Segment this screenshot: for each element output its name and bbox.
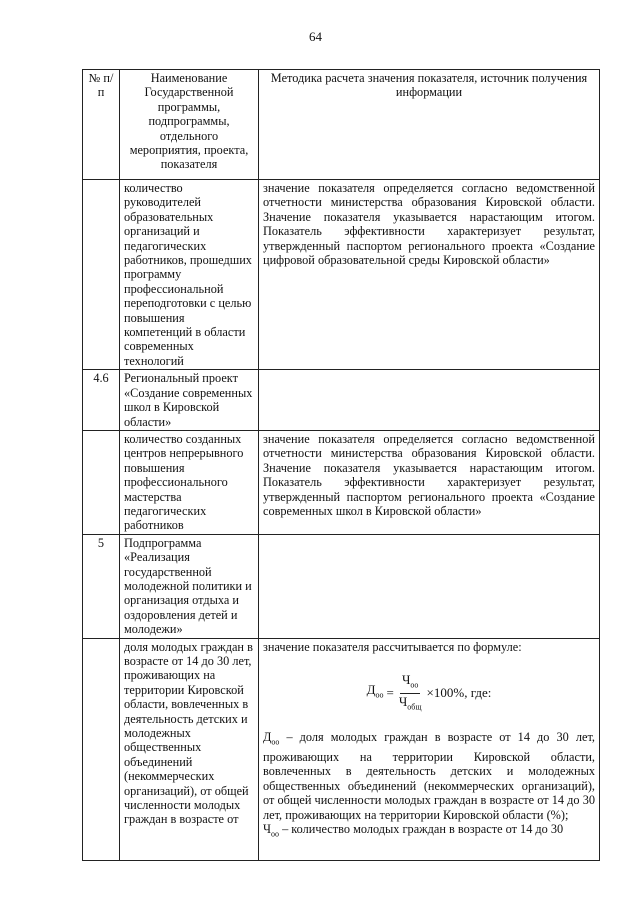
- header-method: Методика расчета значения показателя, источник получения информации: [259, 70, 600, 180]
- formula-fraction: [397, 672, 424, 714]
- definition-2: $Ч_{оо}$ – количество молодых граждан в возрасте от 14 до 30: [263, 822, 564, 839]
- row-method: [259, 534, 600, 638]
- row-name: количество созданных центров непрерывного повышения профессионального мастерства педагогических работников: [120, 430, 259, 534]
- table-header-row: [83, 70, 600, 180]
- indicator-table: [82, 69, 600, 861]
- row-number: [83, 430, 120, 534]
- row-method: [259, 370, 600, 431]
- page-number: 64: [309, 29, 322, 44]
- header-number: № п/п: [83, 70, 120, 180]
- row-name: доля молодых граждан в возрасте от 14 до 30 лет, проживающих на территории Кировской области, вовлеченных в деятельность детских и молодежных общественных объединений (некоммерческих организаций), от общей численности молодых граждан в возрасте от: [120, 638, 259, 860]
- formula-rhs: ×100%, где:: [426, 684, 492, 700]
- row-method: значение показателя определяется согласно ведомственной отчетности министерства образования Кировской области. Значение показателя указывается нарастающим итогом. Показатель эффективности характеризует результат, утвержденный паспортом регионального проекта «Создание современных школ в Кировской области»: [259, 430, 600, 534]
- row-name: Подпрограмма «Реализация государственной молодежной политики и организация отдыха и оздоровления детей и молодежи»: [120, 534, 259, 638]
- row-number: 5: [83, 534, 120, 638]
- formula-numerator: $Ч_{оо}$: [400, 672, 420, 694]
- row-method: [259, 638, 600, 860]
- definition-1: $Д_{оо}$ – доля молодых граждан в возрасте от 14 до 30 лет, проживающих на территории Кировской области, вовлеченных в деятельность детских и молодежных общественных объединений (некоммерческих организаций), от общей численности молодых граждан в возрасте от 14 до 30 лет, проживающих на территории Кировской области (%);: [263, 730, 595, 822]
- table-row: [83, 370, 600, 431]
- row-name: количество руководителей образовательных организаций и педагогических работников, прошедших программу профессиональной переподготовки с целью повышения компетенций в области современных технологий: [120, 180, 259, 370]
- row-name: Региональный проект «Создание современных школ в Кировской области»: [120, 370, 259, 431]
- row-number: [83, 180, 120, 370]
- formula-denominator: $Ч_{общ}$: [398, 693, 422, 712]
- row-number: [83, 638, 120, 860]
- table-row: [83, 534, 600, 638]
- table-row: [83, 180, 600, 370]
- table-row: [83, 638, 600, 860]
- row-number: 4.6: [83, 370, 120, 431]
- formula-lhs: $Д_{оо}$: [366, 682, 384, 700]
- header-name: Наименование Государственной программы, подпрограммы, отдельного мероприятия, проекта, показателя: [120, 70, 259, 180]
- formula-intro: значение показателя рассчитывается по формуле:: [263, 639, 522, 654]
- table-row: [83, 430, 600, 534]
- row-method: значение показателя определяется согласно ведомственной отчетности министерства образования Кировской области. Значение показателя указывается нарастающим итогом. Показатель эффективности характеризует результат, утвержденный паспортом регионального проекта «Создание цифровой образовательной среды Кировской области»: [259, 180, 600, 370]
- formula: $Д_{оо}$ = $\frac{Ч_{оо}}{Ч_{общ}}$ ×100%, где:: [263, 672, 595, 714]
